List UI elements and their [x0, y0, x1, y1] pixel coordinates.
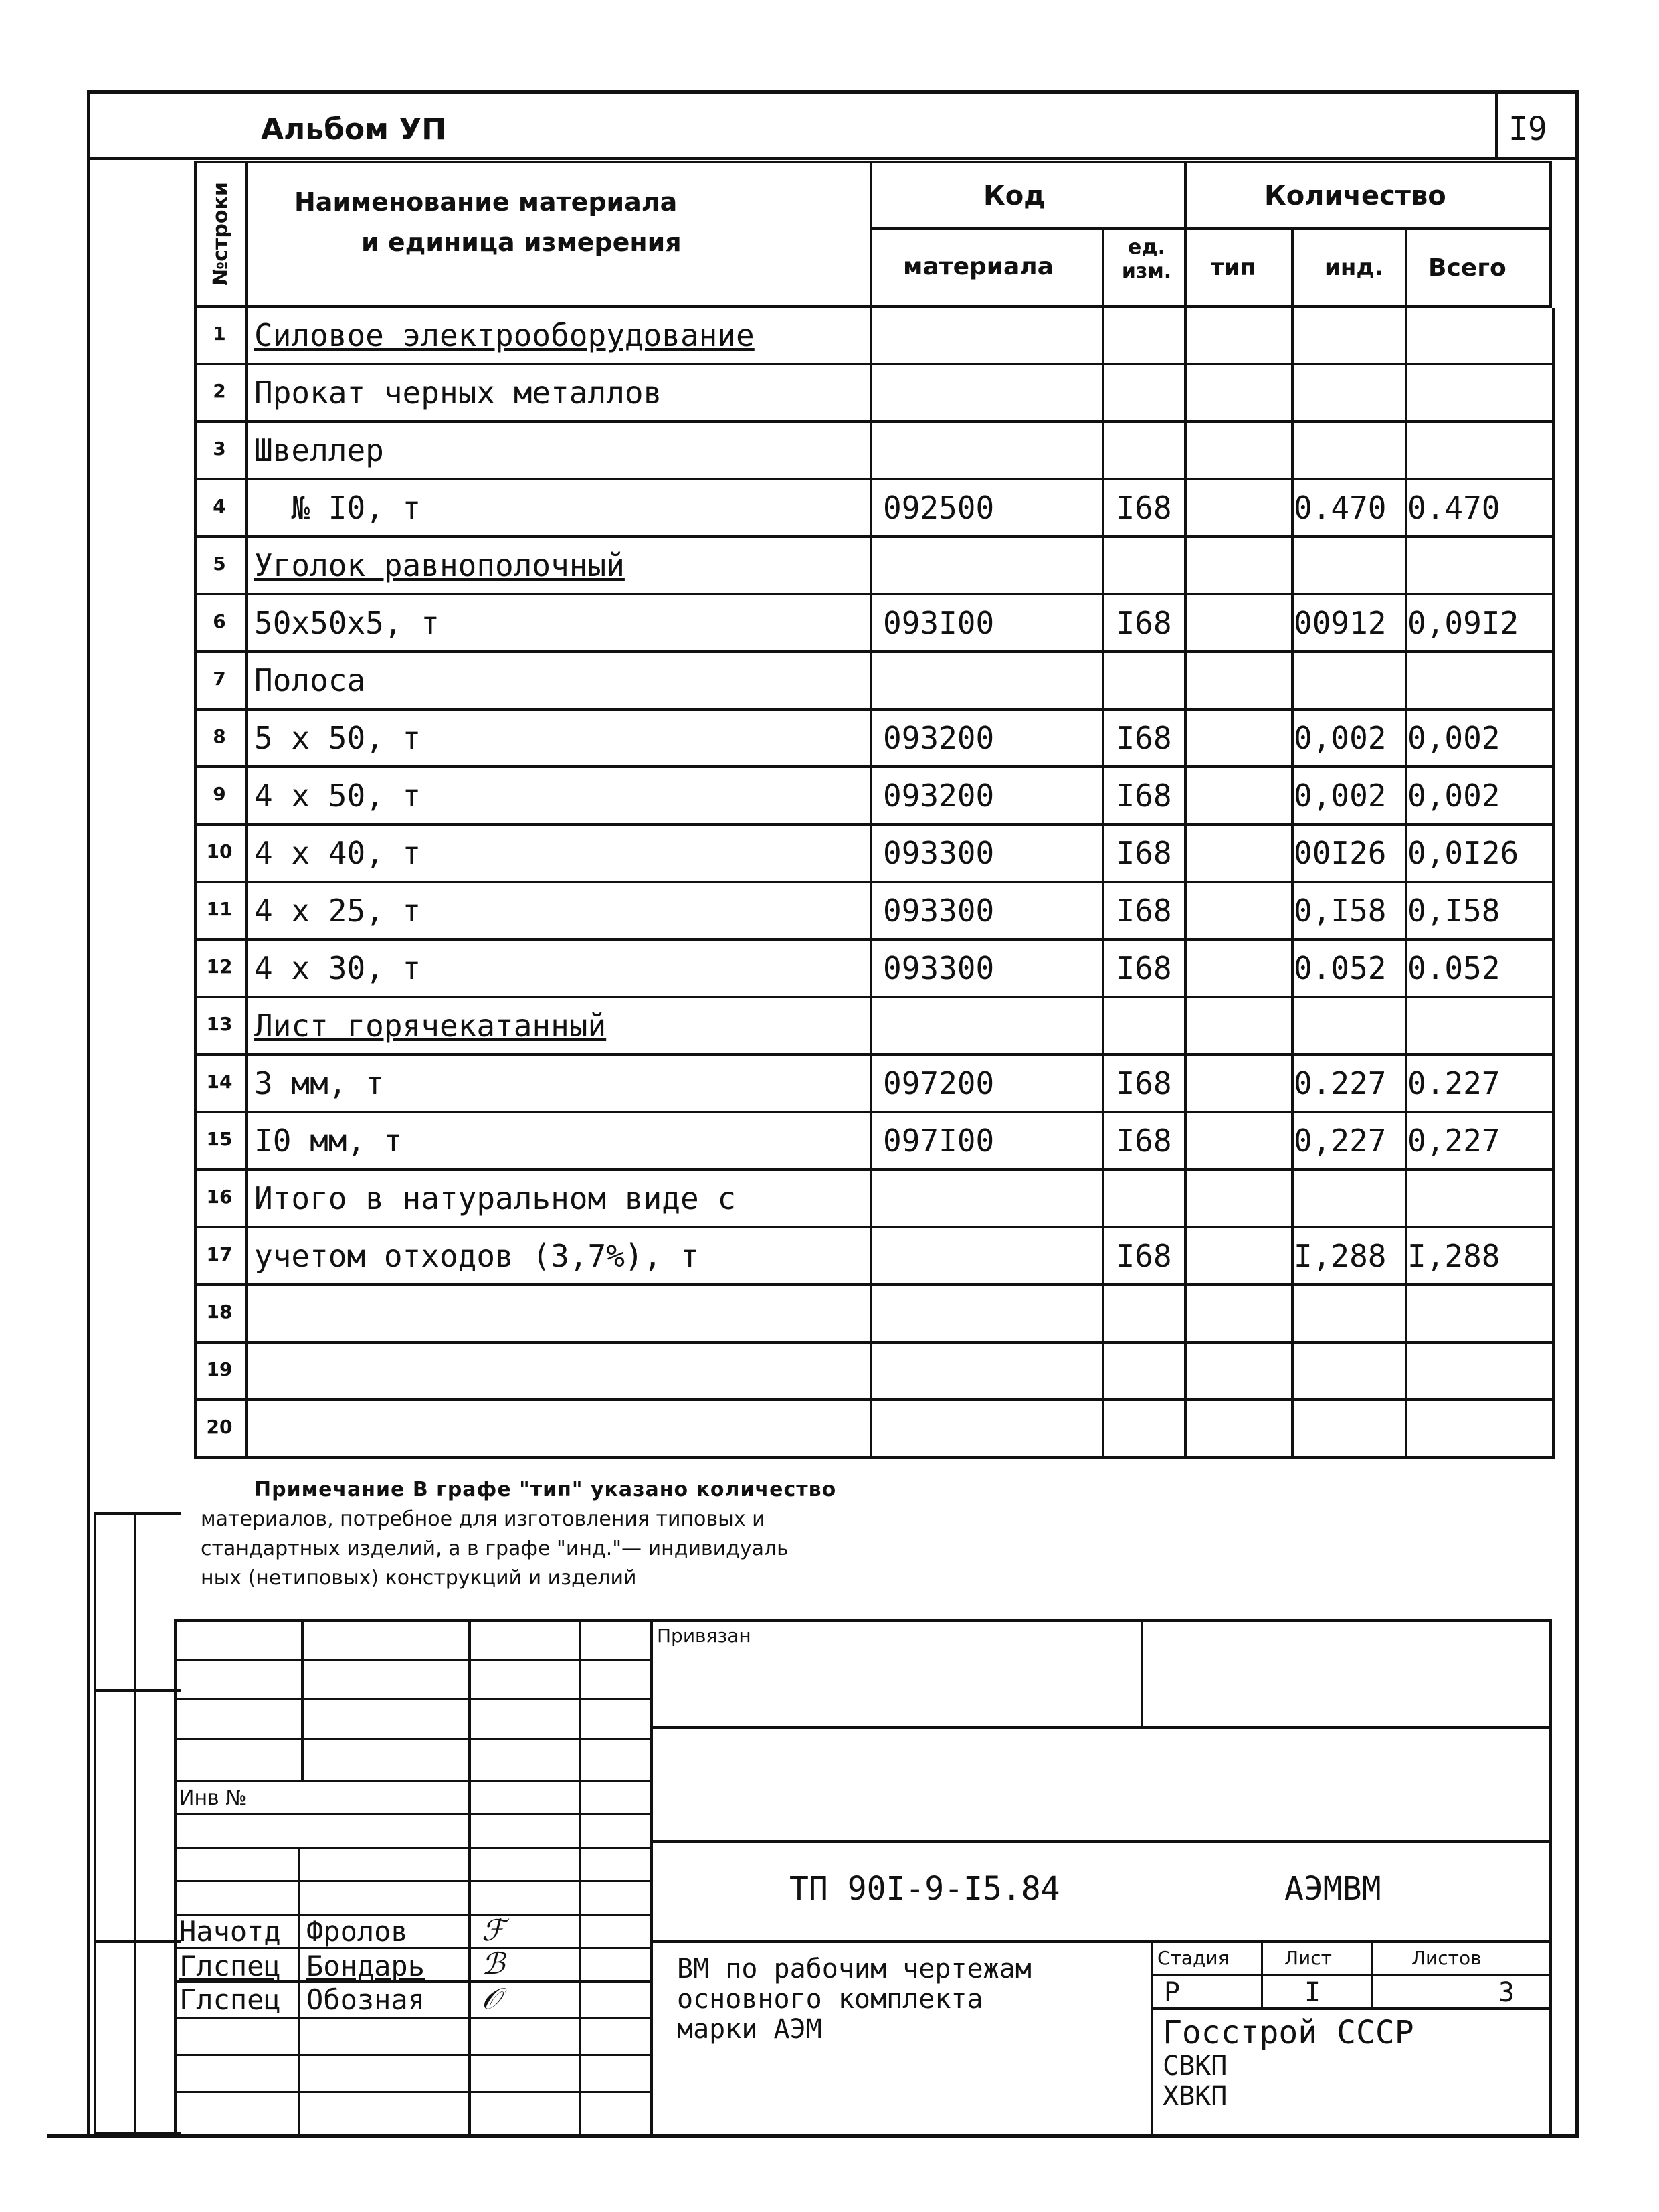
unit-code: I68: [1116, 950, 1172, 986]
sheet-value: I: [1304, 1977, 1321, 2008]
material-code: 093200: [883, 777, 995, 814]
unit-code: I68: [1116, 777, 1172, 814]
qty-ind: 00I26: [1294, 835, 1387, 871]
col-code-header: Код: [983, 181, 1046, 211]
table-row: [194, 826, 1552, 883]
material-name: I0 мм, т: [254, 1123, 403, 1159]
material-name: 50х50х5, т: [254, 605, 440, 641]
table-row: [194, 480, 1552, 538]
sheet-number-box: [1495, 90, 1498, 157]
unit-code: I68: [1116, 835, 1172, 871]
material-code: 093I00: [883, 605, 995, 641]
material-name: учетом отходов (3,7%), т: [254, 1238, 699, 1274]
table-row: [194, 941, 1552, 998]
header-rule: [87, 157, 1579, 160]
unit-code: I68: [1116, 605, 1172, 641]
table-row: [194, 308, 1552, 365]
material-name: 5 х 50, т: [254, 720, 421, 756]
stage-label: Стадия: [1157, 1947, 1230, 1969]
signature-1: ℱ: [482, 1914, 505, 1948]
sheets-label: Листов: [1411, 1947, 1482, 1969]
note-line-4: ных (нетиповых) конструкций и изделий: [201, 1566, 637, 1590]
title-block: [174, 1619, 1552, 2134]
row-number: 20: [206, 1416, 233, 1438]
row-number: 15: [206, 1128, 233, 1150]
row-number: 8: [213, 725, 226, 747]
sheet-number: I9: [1508, 110, 1547, 148]
row-number: 13: [206, 1013, 233, 1035]
material-code: 093300: [883, 835, 995, 871]
qty-total: 0,I58: [1407, 893, 1500, 929]
table-row: [194, 711, 1552, 768]
col-qty-header: Количество: [1264, 181, 1446, 211]
doc-title-2: основного комплекта: [677, 1984, 983, 2015]
row-number: 14: [206, 1071, 233, 1093]
qty-ind: I,288: [1294, 1238, 1387, 1274]
stage-value: Р: [1164, 1977, 1181, 2008]
doc-title-3: марки АЭМ: [677, 2014, 822, 2045]
material-code: 093300: [883, 893, 995, 929]
qty-ind: 0,227: [1294, 1123, 1387, 1159]
doc-title-1: ВМ по рабочим чертежам: [677, 1954, 1032, 1985]
qty-total: I,288: [1407, 1238, 1500, 1274]
material-name: Швеллер: [254, 432, 384, 468]
material-name: Итого в натуральном виде с: [254, 1180, 737, 1216]
note-block: [201, 1475, 1137, 1593]
table-row: [194, 365, 1552, 423]
role-1-name: Фролов: [306, 1915, 408, 1948]
row-number: 1: [213, 322, 226, 345]
document-code: ТП 90I-9-I5.84: [789, 1870, 1060, 1908]
inv-no-label: Инв №: [179, 1786, 247, 1810]
table-row: [194, 423, 1552, 480]
binding-strip: [94, 1512, 181, 2134]
org-3: ХВКП: [1163, 2081, 1228, 2112]
material-name: Прокат черных металлов: [254, 375, 662, 411]
material-code: 097200: [883, 1065, 995, 1101]
material-code: 093300: [883, 950, 995, 986]
row-number: 10: [206, 840, 233, 862]
row-number: 11: [206, 898, 233, 920]
row-number: 7: [213, 668, 226, 690]
org-1: Госстрой СССР: [1163, 2014, 1414, 2051]
material-name: 4 х 30, т: [254, 950, 421, 986]
material-name: 4 х 25, т: [254, 893, 421, 929]
col-name-header-1: Наименование материала: [294, 187, 678, 217]
qty-ind: 0.052: [1294, 950, 1387, 986]
document-mark: АЭМВМ: [1284, 1870, 1381, 1908]
signature-3: 𝒪: [482, 1982, 500, 2016]
table-header: [194, 161, 1552, 308]
col-code-material-header: материала: [903, 253, 1054, 280]
sheets-value: 3: [1498, 1977, 1515, 2008]
material-name: 3 мм, т: [254, 1065, 384, 1101]
col-total-header: Всего: [1428, 254, 1506, 282]
role-1: Начотд: [179, 1915, 281, 1948]
qty-ind: 0,I58: [1294, 893, 1387, 929]
note-line-1: Примечание В графе "тип" указано количество: [254, 1478, 837, 1501]
qty-total: 0.470: [1407, 490, 1500, 526]
qty-ind: 00912: [1294, 605, 1387, 641]
table-row: [194, 1113, 1552, 1171]
row-number: 12: [206, 955, 233, 978]
table-row: [194, 1171, 1552, 1228]
col-rownum-header: №строки: [209, 182, 233, 286]
page-frame-bottom: [47, 2134, 1579, 2138]
role-2: Глспец: [179, 1950, 281, 1983]
role-3: Глспец: [179, 1983, 281, 2016]
qty-ind: 0,002: [1294, 720, 1387, 756]
material-name: № I0, т: [254, 490, 421, 526]
material-name: Уголок равнополочный: [254, 547, 625, 583]
qty-ind: 0.470: [1294, 490, 1387, 526]
row-number: 9: [213, 783, 226, 805]
table-row: [194, 1286, 1552, 1344]
col-name-header-2: и единица измерения: [361, 227, 682, 257]
col-unit-header: ед. изм.: [1121, 236, 1172, 283]
row-number: 16: [206, 1186, 233, 1208]
table-row: [194, 768, 1552, 826]
row-number: 4: [213, 495, 226, 517]
qty-total: 0,0I26: [1407, 835, 1519, 871]
col-type-header: тип: [1211, 254, 1256, 281]
spec-table-body: [194, 308, 1552, 1459]
unit-code: I68: [1116, 720, 1172, 756]
qty-ind: 0.227: [1294, 1065, 1387, 1101]
unit-code: I68: [1116, 893, 1172, 929]
signature-2: ℬ: [482, 1947, 505, 1981]
table-row: [194, 538, 1552, 595]
page-frame-right: [1575, 90, 1579, 2138]
row-number: 18: [206, 1301, 233, 1323]
privyazan-label: Привязан: [657, 1625, 751, 1647]
row-number: 2: [213, 380, 226, 402]
col-ind-header: инд.: [1325, 254, 1383, 281]
material-name: Лист горячекатанный: [254, 1008, 607, 1044]
material-name: Силовое электрооборудование: [254, 317, 755, 353]
table-row: [194, 595, 1552, 653]
table-row: [194, 1056, 1552, 1113]
table-row: [194, 998, 1552, 1056]
unit-code: I68: [1116, 490, 1172, 526]
material-name: 4 х 50, т: [254, 777, 421, 814]
qty-total: 0,002: [1407, 720, 1500, 756]
material-name: Полоса: [254, 662, 366, 699]
role-2-name: Бондарь: [306, 1950, 425, 1983]
table-row: [194, 653, 1552, 711]
note-line-3: стандартных изделий, а в графе "инд."— индивидуаль: [201, 1537, 789, 1560]
qty-ind: 0,002: [1294, 777, 1387, 814]
row-number: 3: [213, 438, 226, 460]
sheet-label: Лист: [1284, 1947, 1332, 1969]
unit-code: I68: [1116, 1065, 1172, 1101]
qty-total: 0.052: [1407, 950, 1500, 986]
qty-total: 0.227: [1407, 1065, 1500, 1101]
row-number: 5: [213, 553, 226, 575]
material-name: 4 х 40, т: [254, 835, 421, 871]
qty-total: 0,09I2: [1407, 605, 1519, 641]
material-code: 092500: [883, 490, 995, 526]
qty-total: 0,227: [1407, 1123, 1500, 1159]
table-row: [194, 1228, 1552, 1286]
unit-code: I68: [1116, 1123, 1172, 1159]
org-2: СВКП: [1163, 2051, 1228, 2082]
role-3-name: Обозная: [306, 1983, 425, 2016]
album-title: Альбом УП: [261, 112, 447, 147]
table-row: [194, 883, 1552, 941]
row-number: 6: [213, 610, 226, 632]
row-number: 19: [206, 1358, 233, 1380]
unit-code: I68: [1116, 1238, 1172, 1274]
row-number: 17: [206, 1243, 233, 1265]
table-row: [194, 1344, 1552, 1401]
note-line-2: материалов, потребное для изготовления типовых и: [201, 1507, 765, 1531]
table-row: [194, 1401, 1552, 1459]
qty-total: 0,002: [1407, 777, 1500, 814]
material-code: 097I00: [883, 1123, 995, 1159]
material-code: 093200: [883, 720, 995, 756]
